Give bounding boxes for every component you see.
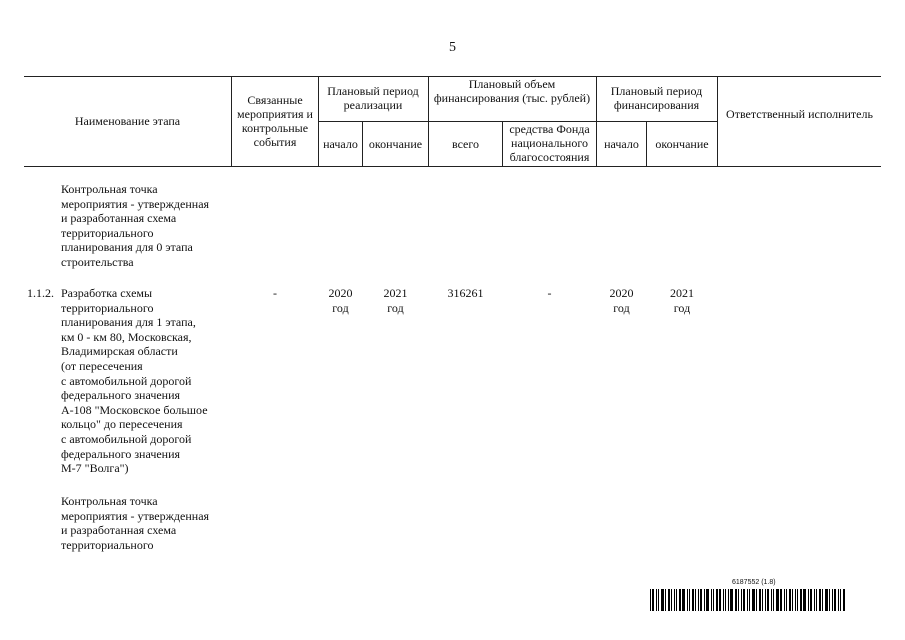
barcode-bar (650, 589, 651, 611)
barcode-bar (676, 589, 677, 611)
header-end: окончание (368, 137, 423, 151)
barcode-bar (658, 589, 659, 611)
barcode-bar (723, 589, 724, 611)
barcode-bar (695, 589, 696, 611)
barcode-bar (834, 589, 836, 611)
barcode-bar (656, 589, 657, 611)
barcode-bar (692, 589, 694, 611)
barcode-bar (738, 589, 739, 611)
barcode (650, 589, 846, 611)
barcode-label: 6187552 (1.8) (732, 579, 776, 586)
barcode-bar (759, 589, 761, 611)
barcode-bar (792, 589, 793, 611)
row-number: 1.1.2. (27, 286, 54, 300)
header-start: начало (323, 137, 358, 151)
barcode-bar (716, 589, 718, 611)
barcode-bar (698, 589, 699, 611)
barcode-bar (795, 589, 796, 611)
barcode-bar (682, 589, 685, 611)
header-total: всего (451, 137, 480, 151)
barcode-bar (652, 589, 654, 611)
barcode-bar (800, 589, 802, 611)
barcode-bar (776, 589, 779, 611)
header-nwf-funds: средства Фонда национального благосостояния (509, 122, 590, 164)
barcode-bar (838, 589, 839, 611)
barcode-bar (713, 589, 714, 611)
barcode-bar (765, 589, 766, 611)
header-plan-volume-financing: Плановый объем финансирования (тыс. рублей) (433, 77, 591, 105)
realization-start-cell: 2020 год (328, 286, 353, 315)
barcode-bar (730, 589, 733, 611)
barcode-bar (822, 589, 823, 611)
barcode-bar (814, 589, 815, 611)
barcode-bar (843, 589, 845, 611)
realization-end-cell: 2021 год (383, 286, 408, 315)
barcode-bar (829, 589, 830, 611)
barcode-bar (780, 589, 782, 611)
table-header-bottom-border (24, 166, 881, 167)
barcode-bar (808, 589, 809, 611)
barcode-bar (797, 589, 798, 611)
barcode-bar (719, 589, 721, 611)
barcode-bar (735, 589, 737, 611)
barcode-bar (771, 589, 772, 611)
header-stage-name: Наименование этапа (74, 114, 181, 128)
barcode-bar (706, 589, 709, 611)
barcode-bar (819, 589, 821, 611)
total-cell: 316261 (447, 286, 484, 300)
barcode-bar (728, 589, 729, 611)
barcode-bar (704, 589, 705, 611)
barcode-bar (752, 589, 755, 611)
barcode-bar (665, 589, 666, 611)
header-related-events: Связанные мероприятия и контрольные события (237, 93, 313, 149)
barcode-bar (749, 589, 750, 611)
barcode-bar (687, 589, 688, 611)
barcode-bar (773, 589, 774, 611)
barcode-bar (700, 589, 702, 611)
barcode-bar (767, 589, 769, 611)
nwf-cell: - (547, 286, 552, 300)
barcode-bar (668, 589, 670, 611)
barcode-bar (810, 589, 812, 611)
barcode-bar (786, 589, 787, 611)
barcode-bar (825, 589, 828, 611)
header-plan-period-realization: Плановый период реализации (327, 84, 419, 112)
barcode-bar (743, 589, 745, 611)
barcode-bar (816, 589, 817, 611)
barcode-bar (671, 589, 672, 611)
header-fin-start: начало (604, 137, 639, 151)
page-number: 5 (449, 40, 456, 55)
stage-cell: Контрольная точка мероприятия - утвержденная и разработанная схема территориального (61, 494, 210, 552)
related-events-cell: - (273, 286, 277, 300)
barcode-bar (711, 589, 712, 611)
barcode-bar (725, 589, 726, 611)
barcode-bar (689, 589, 690, 611)
barcode-bar (832, 589, 833, 611)
barcode-bar (840, 589, 841, 611)
financing-start-cell: 2020 год (609, 286, 634, 315)
barcode-bar (756, 589, 757, 611)
barcode-bar (784, 589, 785, 611)
col-divider (717, 76, 718, 166)
barcode-bar (762, 589, 763, 611)
header-fin-end: окончание (655, 137, 709, 151)
barcode-bar (803, 589, 806, 611)
barcode-bar (661, 589, 664, 611)
header-plan-period-financing: Плановый период финансирования (610, 84, 703, 112)
barcode-bar (679, 589, 681, 611)
stage-cell: Разработка схемы территориального планирования для 1 этапа, км 0 - км 80, Московская, Владимирская области (от пересечения с автомобильной дорогой федерального значения А-108 "Московское большое кольцо" до пересечения с автомобильной дорогой федерального значения М-7 "Волга") (61, 286, 208, 476)
header-responsible: Ответственный исполнитель (726, 107, 873, 121)
financing-end-cell: 2021 год (670, 286, 694, 315)
stage-cell: Контрольная точка мероприятия - утвержденная и разработанная схема территориального планирования для 0 этапа строительства (61, 182, 210, 269)
barcode-bar (674, 589, 675, 611)
barcode-bar (747, 589, 748, 611)
barcode-bar (789, 589, 791, 611)
barcode-bar (741, 589, 742, 611)
